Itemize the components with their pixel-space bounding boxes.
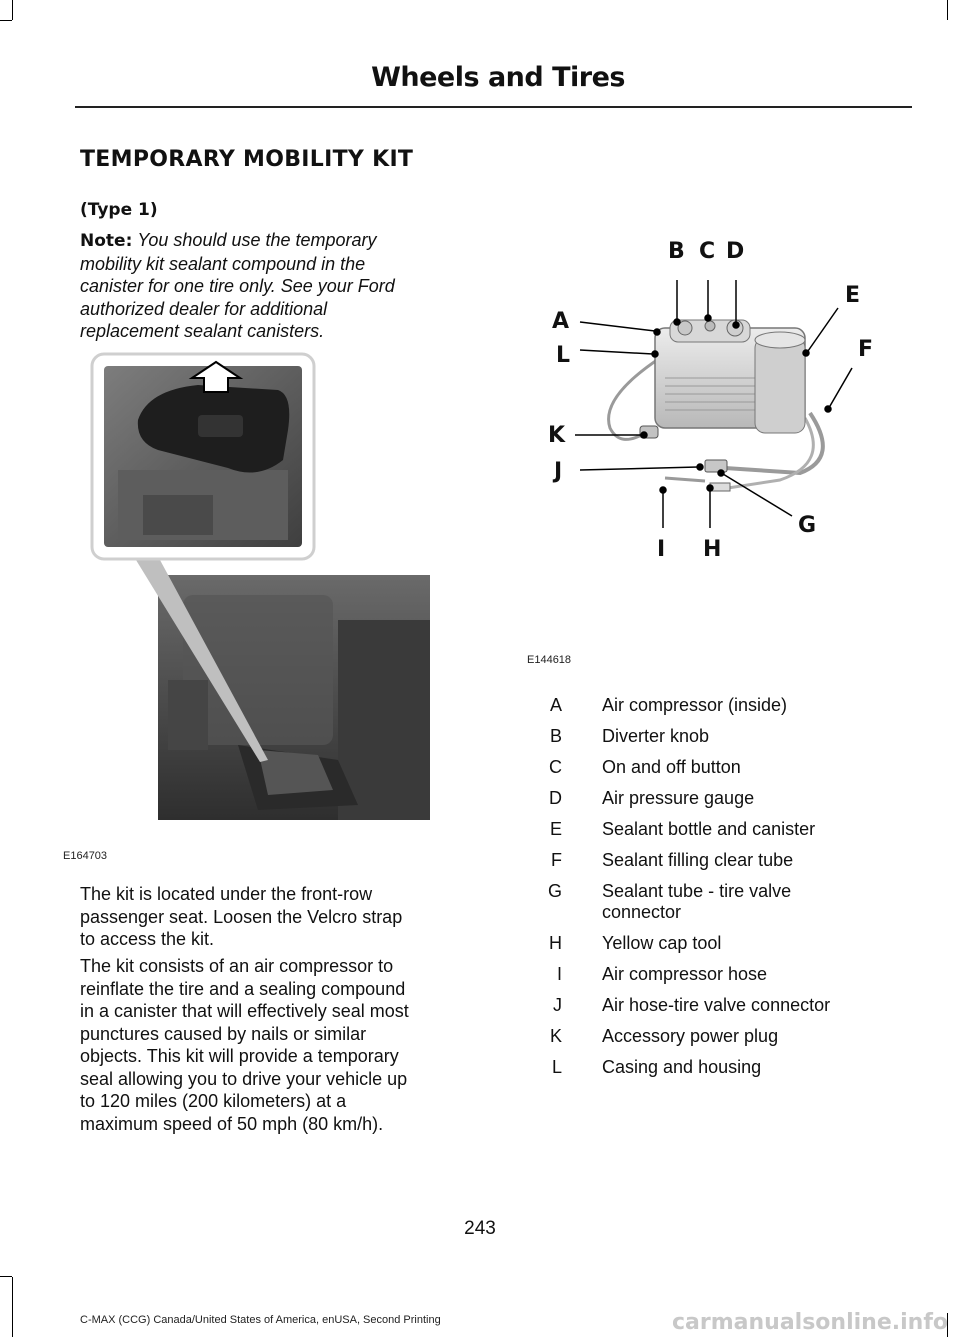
crop-mark bbox=[0, 1276, 12, 1277]
footer-text: C-MAX (CCG) Canada/United States of America, enUSA, Second Printing bbox=[80, 1314, 441, 1326]
callout-j: J bbox=[554, 459, 563, 484]
chapter-title: Wheels and Tires bbox=[371, 62, 625, 93]
figure-code: E144618 bbox=[527, 654, 572, 666]
compressor-kit-illustration bbox=[540, 228, 890, 668]
crop-mark bbox=[947, 0, 948, 20]
callout-d: D bbox=[726, 239, 745, 264]
callout-l: L bbox=[556, 343, 571, 368]
section-title: TEMPORARY MOBILITY KIT bbox=[80, 147, 414, 172]
callout-c: C bbox=[699, 239, 716, 264]
note-line: You should use the temporary bbox=[137, 230, 377, 250]
callout-a: A bbox=[552, 309, 570, 334]
note-line: canister for one tire only. See your Ford bbox=[80, 276, 395, 296]
crop-mark bbox=[12, 1277, 13, 1337]
crop-mark bbox=[12, 0, 13, 20]
callout-h: H bbox=[703, 537, 722, 562]
crop-mark bbox=[0, 20, 12, 21]
note-lead: Note: bbox=[80, 231, 133, 251]
callout-g: G bbox=[798, 513, 817, 538]
figure-code: E164703 bbox=[63, 850, 108, 862]
type-label: (Type 1) bbox=[80, 200, 158, 220]
note-line: replacement sealant canisters. bbox=[80, 321, 325, 341]
kit-location-illustration bbox=[88, 350, 430, 850]
note-line: authorized dealer for additional bbox=[80, 298, 328, 319]
kit-location-figure bbox=[63, 350, 430, 862]
note-line: mobility kit sealant compound in the bbox=[80, 253, 366, 274]
callout-e: E bbox=[845, 283, 861, 308]
compressor-kit-figure bbox=[527, 228, 890, 668]
callout-f: F bbox=[858, 337, 874, 362]
callout-b: B bbox=[668, 239, 685, 264]
callout-k: K bbox=[548, 423, 566, 448]
header-divider bbox=[75, 106, 912, 108]
paragraph-kit-contents: The kit consists of an air compressor to reinflate the tire and a sealing compound in a canister that will effectively seal most punctures caused by nails or similar objects. This kit will provide a temporary seal allowing you to drive your vehicle up to 120 miles (200 kilometers) at a maximum speed of 50 mph (80 km/h). bbox=[80, 956, 409, 1134]
note-block bbox=[80, 229, 460, 343]
watermark: carmanualsonline.info bbox=[672, 1310, 948, 1335]
paragraph-kit-location: The kit is located under the front-row passenger seat. Loosen the Velcro strap to access the kit. bbox=[80, 884, 403, 949]
callout-i: I bbox=[657, 537, 666, 562]
page-number: 243 bbox=[464, 1218, 496, 1239]
